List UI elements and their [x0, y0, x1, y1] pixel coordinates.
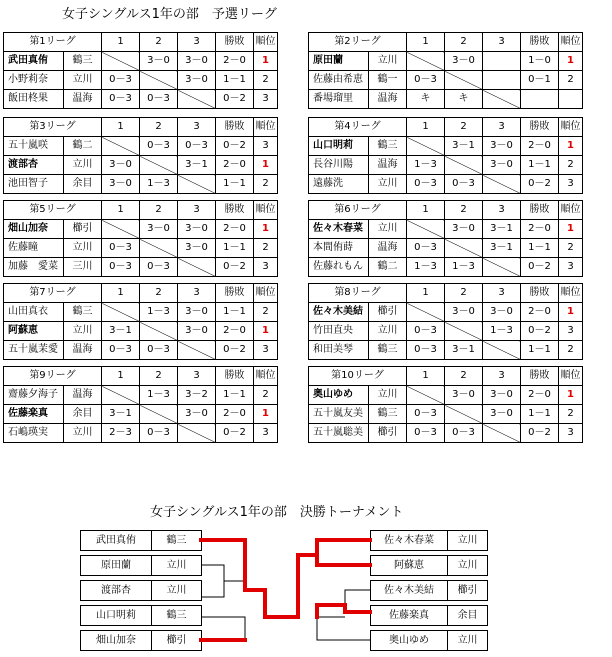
- header-rank: 順位: [559, 201, 583, 220]
- match-score: 0－3: [140, 137, 178, 156]
- rank: 3: [559, 258, 583, 277]
- player-name: 渡部杏: [4, 156, 64, 175]
- match-score: 0－3: [407, 239, 445, 258]
- match-score: 3－0: [445, 386, 483, 405]
- win-loss: 0－2: [216, 258, 254, 277]
- header-rank: 順位: [254, 284, 278, 303]
- match-score: 3－0: [483, 386, 521, 405]
- rank: 1: [559, 303, 583, 322]
- bracket-player-school: 立川: [166, 560, 187, 571]
- header-rank: 順位: [559, 284, 583, 303]
- match-score: 0－3: [407, 424, 445, 443]
- win-loss: 2－0: [521, 220, 559, 239]
- player-name: 佐藤瞳: [4, 239, 64, 258]
- match-score: 3－0: [178, 220, 216, 239]
- match-score: 0－3: [140, 424, 178, 443]
- player-name: 山田真衣: [4, 303, 64, 322]
- player-name: 佐々木美結: [309, 303, 369, 322]
- player-name: 番場瑠里: [309, 90, 369, 109]
- bracket-player-school: 櫛引: [166, 635, 187, 646]
- league-name: 第4リーグ: [309, 118, 407, 137]
- player-school: 立川: [64, 71, 102, 90]
- bracket-player-school: 立川: [166, 585, 187, 596]
- match-score: 0－3: [102, 341, 140, 360]
- match-score: 3－1: [445, 137, 483, 156]
- win-loss: 1－1: [521, 405, 559, 424]
- match-score: 0－3: [102, 258, 140, 277]
- league-name: 第6リーグ: [309, 201, 407, 220]
- player-school: 鶴三: [64, 52, 102, 71]
- win-loss: 2－0: [216, 156, 254, 175]
- header-c2: 2: [445, 118, 483, 137]
- match-score: 3－2: [178, 386, 216, 405]
- match-score: 3－0: [178, 71, 216, 90]
- match-score: 1－3: [140, 386, 178, 405]
- match-score: 3－0: [445, 52, 483, 71]
- rank: 1: [559, 137, 583, 156]
- match-score: 0－3: [445, 424, 483, 443]
- player-name: 阿蘇恵: [4, 322, 64, 341]
- match-score: 1－3: [445, 258, 483, 277]
- match-score: 3－1: [483, 220, 521, 239]
- match-score: 1－3: [140, 303, 178, 322]
- player-school: 立川: [369, 220, 407, 239]
- bracket-player-name: 佐々木春菜: [371, 531, 448, 550]
- league-name: 第1リーグ: [4, 33, 102, 52]
- header-c2: 2: [140, 201, 178, 220]
- win-loss: 0－1: [521, 71, 559, 90]
- player-name: 五十嵐茉愛: [4, 341, 64, 360]
- match-score: 3－1: [102, 405, 140, 424]
- match-score: 3－0: [178, 52, 216, 71]
- header-c1: 1: [407, 33, 445, 52]
- match-score: 0－3: [102, 71, 140, 90]
- header-c2: 2: [140, 284, 178, 303]
- match-score: 3－0: [483, 405, 521, 424]
- player-school: 温海: [64, 90, 102, 109]
- match-score: キ: [407, 90, 445, 109]
- player-school: 立川: [369, 322, 407, 341]
- rank: 3: [559, 322, 583, 341]
- win-loss: 2－0: [216, 220, 254, 239]
- header-c1: 1: [102, 284, 140, 303]
- bracket-player-school: 立川: [457, 635, 478, 646]
- match-score: 3－0: [178, 405, 216, 424]
- header-c2: 2: [445, 201, 483, 220]
- win-loss: 2－0: [521, 137, 559, 156]
- match-score: 2－3: [102, 424, 140, 443]
- player-name: 佐藤由希恵: [309, 71, 369, 90]
- win-loss: 2－0: [216, 322, 254, 341]
- rank: 2: [254, 239, 278, 258]
- match-score: 0－3: [407, 322, 445, 341]
- header-c3: 3: [483, 367, 521, 386]
- win-loss: 1－1: [521, 341, 559, 360]
- player-school: 温海: [369, 239, 407, 258]
- header-rank: 順位: [559, 367, 583, 386]
- player-school: 温海: [369, 156, 407, 175]
- header-wl: 勝敗: [521, 367, 559, 386]
- header-c1: 1: [102, 33, 140, 52]
- player-school: 立川: [64, 424, 102, 443]
- player-name: 佐藤楽真: [4, 405, 64, 424]
- header-c3: 3: [178, 284, 216, 303]
- bracket-player-school: 立川: [457, 560, 478, 571]
- rank: 1: [254, 52, 278, 71]
- player-name: 池田智子: [4, 175, 64, 194]
- win-loss: 1－1: [216, 71, 254, 90]
- rank: 1: [254, 322, 278, 341]
- header-c3: 3: [178, 367, 216, 386]
- player-school: 櫛引: [369, 424, 407, 443]
- player-school: 鶴二: [369, 258, 407, 277]
- match-score: 0－3: [140, 341, 178, 360]
- match-score: キ: [445, 90, 483, 109]
- win-loss: 0－2: [521, 424, 559, 443]
- header-c2: 2: [445, 284, 483, 303]
- win-loss: 1－1: [216, 303, 254, 322]
- header-c3: 3: [178, 201, 216, 220]
- win-loss: 1－1: [216, 175, 254, 194]
- header-wl: 勝敗: [521, 201, 559, 220]
- player-school: 立川: [369, 386, 407, 405]
- player-school: 鶴一: [369, 71, 407, 90]
- header-c2: 2: [445, 33, 483, 52]
- bracket-player-name: 佐々木美結: [371, 581, 448, 600]
- player-name: 加藤 愛菜: [4, 258, 64, 277]
- header-c3: 3: [483, 284, 521, 303]
- rank: 2: [559, 156, 583, 175]
- player-name: 長谷川陽: [309, 156, 369, 175]
- header-c3: 3: [178, 118, 216, 137]
- rank: 3: [254, 137, 278, 156]
- bracket-thin-lines: [201, 565, 370, 640]
- rank: 1: [559, 52, 583, 71]
- player-name: 原田蘭: [309, 52, 369, 71]
- player-school: 余目: [64, 175, 102, 194]
- match-score: 1－3: [407, 258, 445, 277]
- player-name: 武田真侑: [4, 52, 64, 71]
- rank: 1: [254, 405, 278, 424]
- header-c1: 1: [102, 118, 140, 137]
- match-score: 0－3: [407, 71, 445, 90]
- match-score: 3－0: [102, 156, 140, 175]
- rank: 2: [254, 71, 278, 90]
- bracket-player-school: 櫛引: [457, 585, 478, 596]
- player-school: 鶴三: [369, 405, 407, 424]
- player-name: 小野莉奈: [4, 71, 64, 90]
- bracket-player-school: 鶴三: [166, 610, 187, 621]
- rank: 3: [254, 258, 278, 277]
- league-name: 第10リーグ: [309, 367, 407, 386]
- rank: 2: [559, 239, 583, 258]
- match-score: 0－3: [178, 137, 216, 156]
- header-rank: 順位: [254, 201, 278, 220]
- match-score: 3－0: [102, 175, 140, 194]
- header-c1: 1: [407, 367, 445, 386]
- player-name: 五十嵐聡美: [309, 424, 369, 443]
- match-score: 3－0: [445, 220, 483, 239]
- win-loss: 2－0: [216, 52, 254, 71]
- match-score: 3－0: [483, 156, 521, 175]
- bracket-player-name: 阿蘇恵: [371, 556, 448, 575]
- match-score: 0－3: [102, 90, 140, 109]
- player-school: 鶴三: [369, 341, 407, 360]
- header-wl: 勝敗: [216, 367, 254, 386]
- header-c2: 2: [140, 367, 178, 386]
- header-rank: 順位: [254, 33, 278, 52]
- player-school: 立川: [369, 52, 407, 71]
- player-name: 本間侑蒔: [309, 239, 369, 258]
- win-loss: 0－2: [216, 341, 254, 360]
- header-wl: 勝敗: [521, 118, 559, 137]
- player-school: 温海: [64, 341, 102, 360]
- match-score: 3－0: [483, 137, 521, 156]
- rank: 2: [254, 175, 278, 194]
- rank: 2: [559, 71, 583, 90]
- header-rank: 順位: [254, 367, 278, 386]
- bracket-player-name: 武田真侑: [81, 531, 152, 550]
- header-c2: 2: [445, 367, 483, 386]
- rank: 3: [254, 90, 278, 109]
- win-loss: 1－1: [521, 156, 559, 175]
- league-name: 第7リーグ: [4, 284, 102, 303]
- match-score: 0－3: [140, 90, 178, 109]
- bracket-player-name: 奥山ゆめ: [371, 631, 448, 650]
- match-score: 0－3: [445, 175, 483, 194]
- rank: 1: [559, 386, 583, 405]
- header-c3: 3: [483, 33, 521, 52]
- rank: 3: [559, 424, 583, 443]
- header-wl: 勝敗: [216, 33, 254, 52]
- match-score: 3－1: [102, 322, 140, 341]
- player-school: 立川: [64, 322, 102, 341]
- player-school: 立川: [64, 239, 102, 258]
- header-c1: 1: [102, 201, 140, 220]
- player-school: 鶴三: [64, 303, 102, 322]
- match-score: 0－3: [140, 258, 178, 277]
- league-name: 第9リーグ: [4, 367, 102, 386]
- player-name: 飯田柊果: [4, 90, 64, 109]
- bracket-player-name: 原田蘭: [81, 556, 152, 575]
- win-loss: 2－0: [521, 303, 559, 322]
- match-score: 3－0: [445, 303, 483, 322]
- rank: 1: [254, 220, 278, 239]
- player-school: 櫛引: [64, 220, 102, 239]
- match-score: 0－3: [407, 341, 445, 360]
- match-score: 3－1: [445, 341, 483, 360]
- match-score: 0－3: [407, 405, 445, 424]
- player-school: 立川: [369, 175, 407, 194]
- bracket-player-name: 山口明莉: [81, 606, 152, 625]
- rank: 1: [254, 156, 278, 175]
- player-name: 齋藤夕海子: [4, 386, 64, 405]
- header-wl: 勝敗: [521, 284, 559, 303]
- header-rank: 順位: [559, 33, 583, 52]
- win-loss: 1－0: [521, 52, 559, 71]
- rank: 2: [559, 341, 583, 360]
- match-score: 3－1: [483, 239, 521, 258]
- player-name: 佐藤れもん: [309, 258, 369, 277]
- player-name: 佐々木春菜: [309, 220, 369, 239]
- player-school: 櫛引: [369, 303, 407, 322]
- match-score: 3－0: [483, 303, 521, 322]
- win-loss: 0－2: [216, 137, 254, 156]
- win-loss: 0－2: [521, 322, 559, 341]
- rank: 2: [559, 405, 583, 424]
- player-school: 鶴二: [64, 137, 102, 156]
- league-name: 第2リーグ: [309, 33, 407, 52]
- league-name: 第5リーグ: [4, 201, 102, 220]
- player-name: 五十嵐友美: [309, 405, 369, 424]
- player-school: 鶴三: [369, 137, 407, 156]
- league-name: 第8リーグ: [309, 284, 407, 303]
- match-score: 3－0: [178, 239, 216, 258]
- win-loss: 0－2: [521, 258, 559, 277]
- rank: 2: [254, 386, 278, 405]
- win-loss: 0－2: [216, 90, 254, 109]
- bracket-player-name: 渡部杏: [81, 581, 152, 600]
- rank: 3: [254, 341, 278, 360]
- player-name: 和田美琴: [309, 341, 369, 360]
- header-c2: 2: [140, 118, 178, 137]
- bracket-player-name: 畑山加奈: [81, 631, 152, 650]
- match-score: 3－0: [140, 52, 178, 71]
- win-loss: 0－2: [521, 175, 559, 194]
- rank: 1: [559, 220, 583, 239]
- player-name: 山口明莉: [309, 137, 369, 156]
- header-c1: 1: [102, 367, 140, 386]
- match-score: 1－3: [483, 322, 521, 341]
- header-c1: 1: [407, 284, 445, 303]
- match-score: 1－3: [407, 156, 445, 175]
- win-loss: 0－2: [216, 424, 254, 443]
- player-name: 遠藤洗: [309, 175, 369, 194]
- rank: 2: [254, 303, 278, 322]
- header-rank: 順位: [254, 118, 278, 137]
- header-c2: 2: [140, 33, 178, 52]
- bracket-player-school: 鶴三: [166, 535, 187, 546]
- win-loss: 1－1: [216, 386, 254, 405]
- header-wl: 勝敗: [521, 33, 559, 52]
- match-score: 3－0: [178, 303, 216, 322]
- rank: 3: [254, 424, 278, 443]
- player-name: 竹田直央: [309, 322, 369, 341]
- player-name: 石嶋瑛実: [4, 424, 64, 443]
- prelim-title: 女子シングルス1年の部 予選リーグ: [62, 7, 277, 22]
- match-score: 0－3: [102, 239, 140, 258]
- league-name: 第3リーグ: [4, 118, 102, 137]
- win-loss: 2－0: [521, 386, 559, 405]
- player-school: 余目: [64, 405, 102, 424]
- match-score: 1－3: [140, 175, 178, 194]
- header-c1: 1: [407, 201, 445, 220]
- header-c3: 3: [483, 201, 521, 220]
- player-name: 奥山ゆめ: [309, 386, 369, 405]
- rank: 3: [559, 175, 583, 194]
- bracket-player-school: 余目: [457, 610, 478, 621]
- player-name: 五十嵐咲: [4, 137, 64, 156]
- player-school: 三川: [64, 258, 102, 277]
- header-c3: 3: [483, 118, 521, 137]
- win-loss: 1－1: [216, 239, 254, 258]
- bracket-player-school: 立川: [457, 535, 478, 546]
- match-score: 0－3: [407, 175, 445, 194]
- win-loss: 2－0: [216, 405, 254, 424]
- header-rank: 順位: [559, 118, 583, 137]
- win-loss: 1－1: [521, 239, 559, 258]
- player-school: 温海: [369, 90, 407, 109]
- player-school: 立川: [64, 156, 102, 175]
- header-c1: 1: [407, 118, 445, 137]
- match-score: 3－0: [140, 220, 178, 239]
- header-c3: 3: [178, 33, 216, 52]
- header-wl: 勝敗: [216, 201, 254, 220]
- match-score: 3－1: [178, 156, 216, 175]
- match-score: 3－0: [178, 322, 216, 341]
- final-title: 女子シングルス1年の部 決勝トーナメント: [150, 505, 404, 520]
- player-name: 畑山加奈: [4, 220, 64, 239]
- bracket-player-name: 佐藤楽真: [371, 606, 448, 625]
- header-wl: 勝敗: [216, 118, 254, 137]
- header-wl: 勝敗: [216, 284, 254, 303]
- player-school: 温海: [64, 386, 102, 405]
